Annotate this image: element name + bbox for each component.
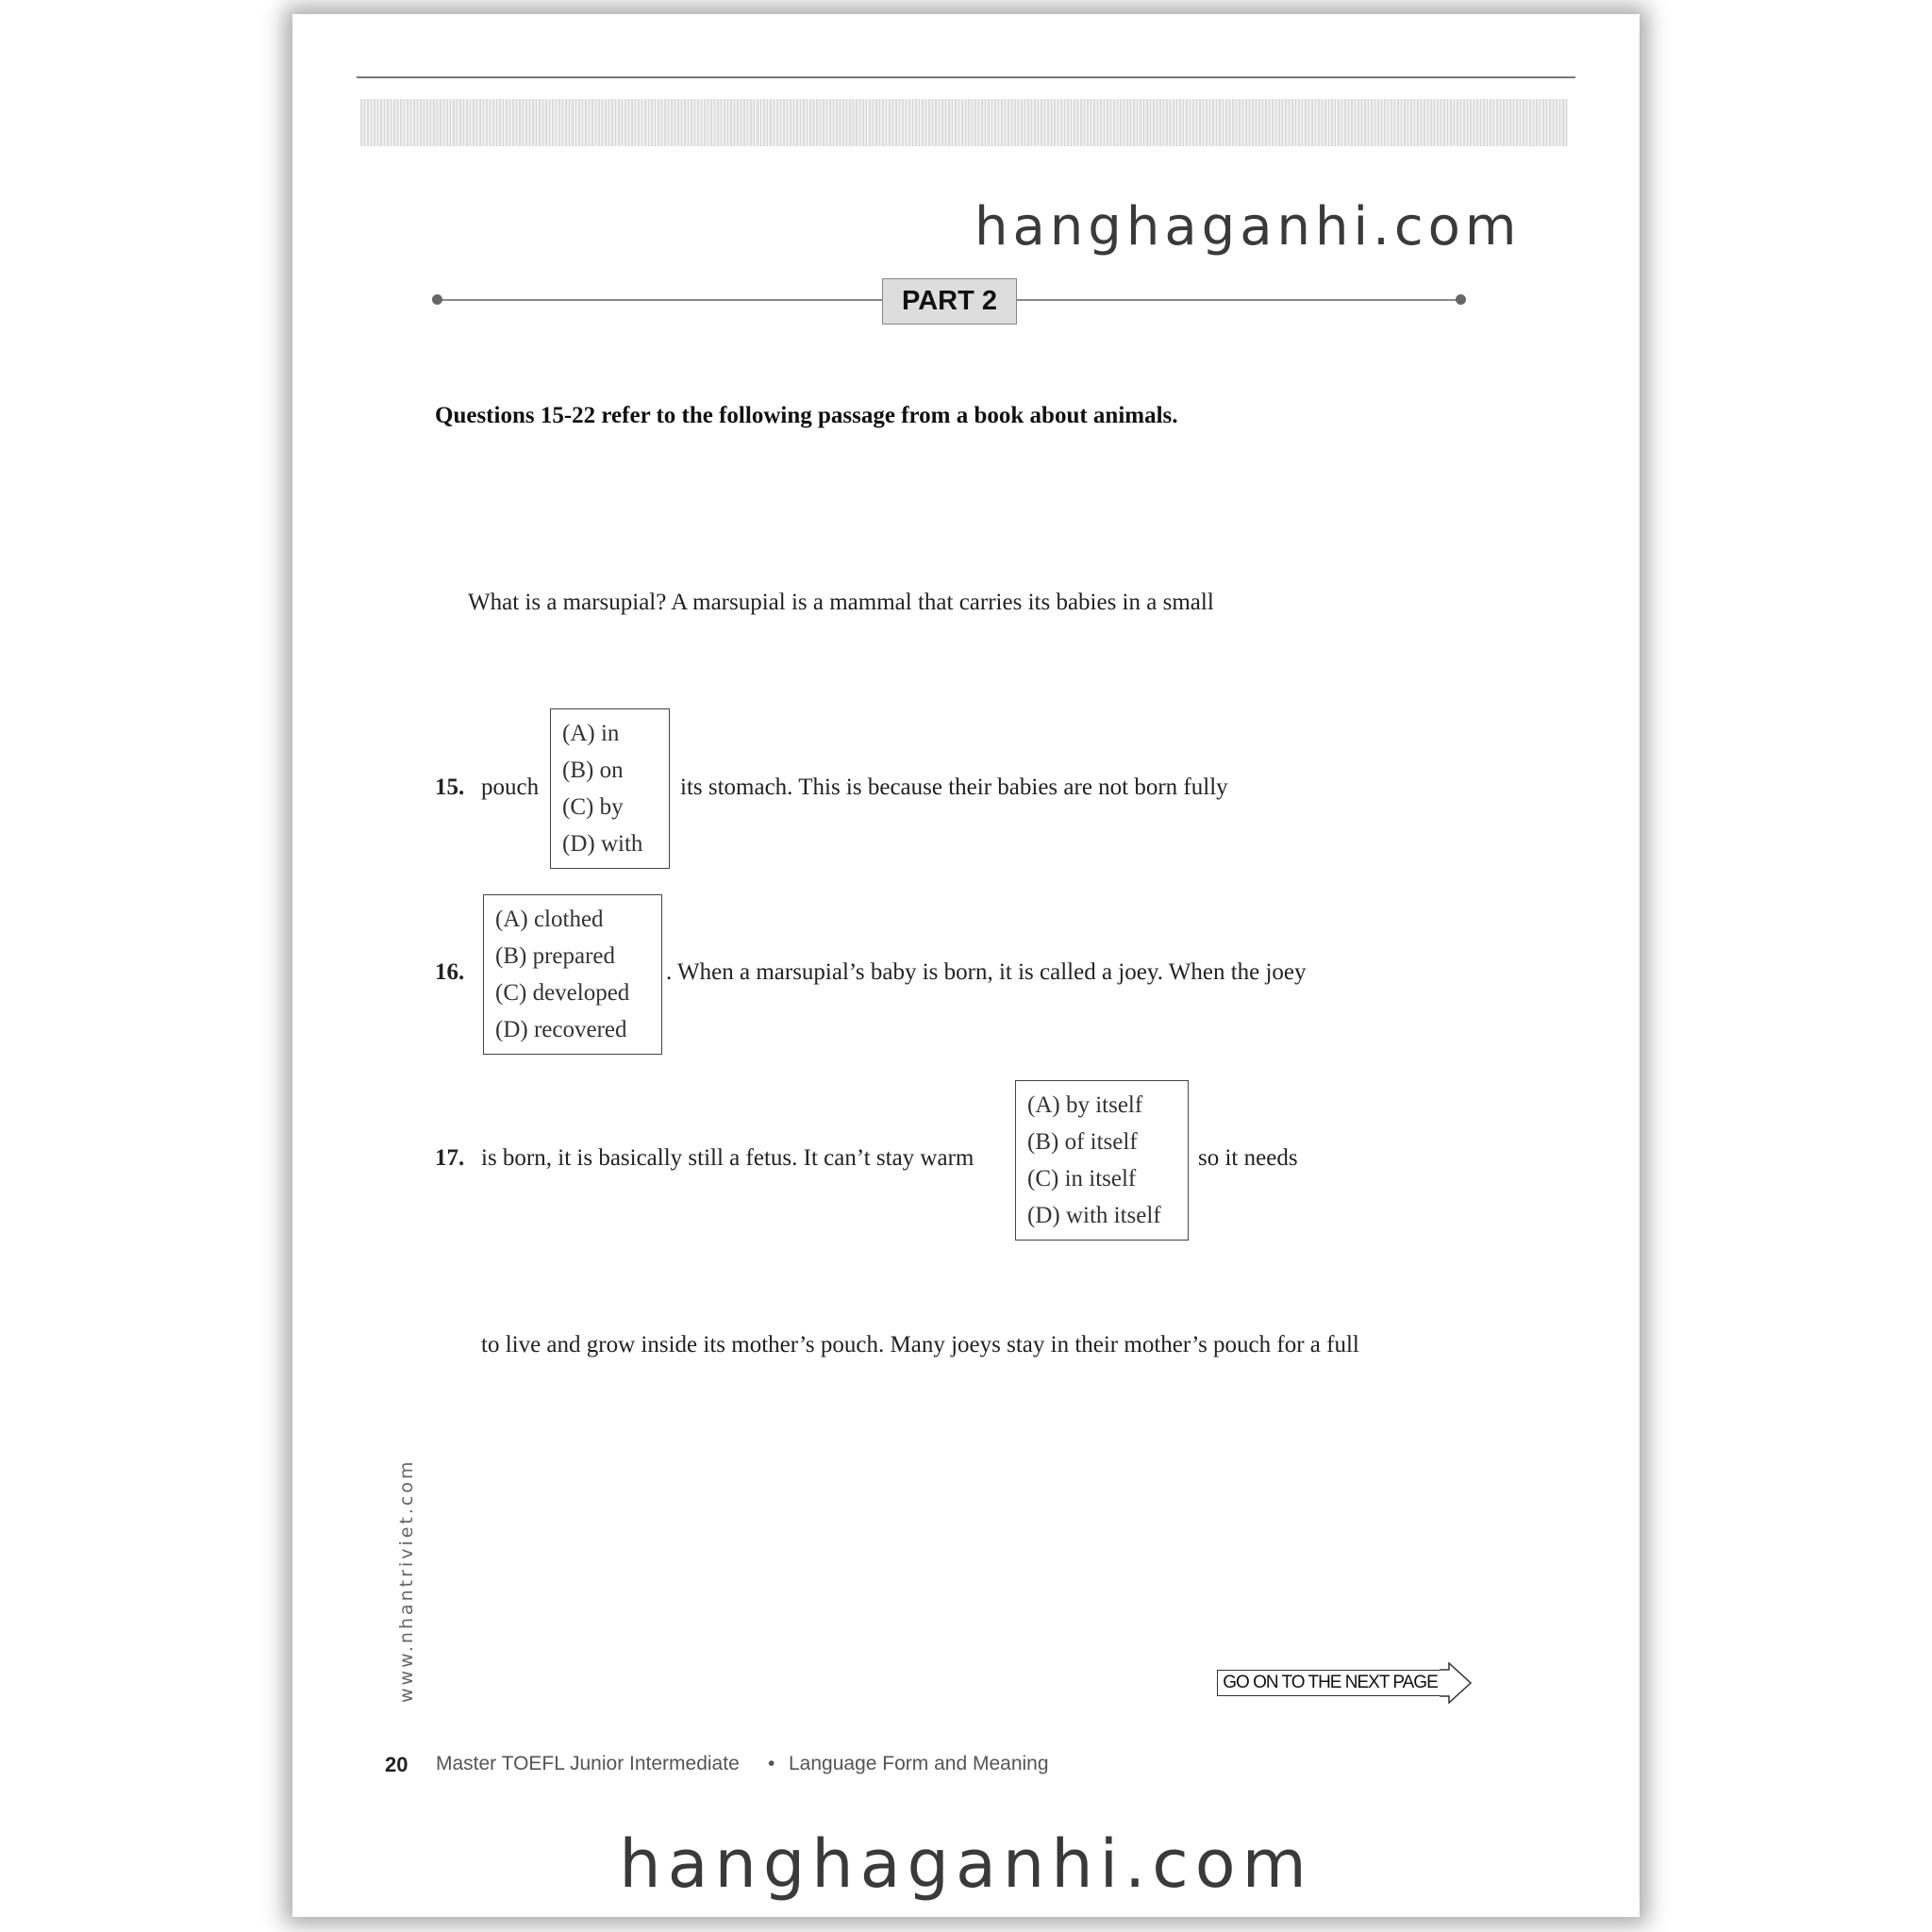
option-a[interactable]: (A) in bbox=[562, 721, 620, 746]
answer-options-16 bbox=[483, 894, 662, 1055]
question-text-before: is born, it is basically still a fetus. It can’t stay warm bbox=[481, 1145, 974, 1171]
answer-options-15 bbox=[550, 708, 670, 869]
option-d[interactable]: (D) with itself bbox=[1027, 1203, 1161, 1228]
page-number: 20 bbox=[385, 1753, 408, 1776]
passage-intro: What is a marsupial? A marsupial is a mammal that carries its babies in a small bbox=[468, 590, 1214, 615]
divider-dot-left bbox=[432, 294, 442, 305]
option-d[interactable]: (D) with bbox=[562, 831, 643, 857]
watermark-top: hanghaganhi.com bbox=[974, 196, 1522, 258]
option-c[interactable]: (C) by bbox=[562, 794, 624, 820]
next-page-label: GO ON TO THE NEXT PAGE bbox=[1217, 1670, 1442, 1696]
book-title: Master TOEFL Junior Intermediate bbox=[436, 1753, 740, 1774]
question-text-before: pouch bbox=[481, 774, 540, 800]
instructions: Questions 15-22 refer to the following passage from a book about animals. bbox=[435, 403, 1178, 428]
option-b[interactable]: (B) of itself bbox=[1027, 1129, 1138, 1155]
header-band bbox=[360, 99, 1568, 146]
option-d[interactable]: (D) recovered bbox=[495, 1017, 627, 1042]
divider-dot-right bbox=[1456, 294, 1466, 305]
question-text-after: so it needs bbox=[1198, 1145, 1298, 1171]
question-number: 16. bbox=[435, 959, 465, 985]
question-text-after: its stomach. This is because their babies are not born fully bbox=[680, 774, 1228, 800]
option-b[interactable]: (B) on bbox=[562, 758, 624, 783]
option-a[interactable]: (A) clothed bbox=[495, 907, 604, 932]
footer-separator: • bbox=[768, 1753, 775, 1774]
option-a[interactable]: (A) by itself bbox=[1027, 1092, 1143, 1118]
side-url: www.nhantriviet.com bbox=[396, 1458, 417, 1703]
top-rule bbox=[357, 76, 1575, 78]
option-b[interactable]: (B) prepared bbox=[495, 943, 616, 969]
option-c[interactable]: (C) in itself bbox=[1027, 1166, 1137, 1191]
section-title: Language Form and Meaning bbox=[789, 1753, 1049, 1774]
question-number: 17. bbox=[435, 1145, 465, 1171]
passage-continuation: to live and grow inside its mother’s pouch. Many joeys stay in their mother’s pouch for a full bbox=[481, 1332, 1359, 1357]
question-number: 15. bbox=[435, 774, 465, 800]
option-c[interactable]: (C) developed bbox=[495, 980, 630, 1006]
answer-options-17 bbox=[1015, 1080, 1189, 1241]
watermark-bottom: hanghaganhi.com bbox=[619, 1825, 1313, 1903]
question-text-after: . When a marsupial’s baby is born, it is called a joey. When the joey bbox=[666, 959, 1307, 985]
arrow-right-icon bbox=[1440, 1662, 1474, 1704]
part-label: PART 2 bbox=[882, 278, 1017, 325]
